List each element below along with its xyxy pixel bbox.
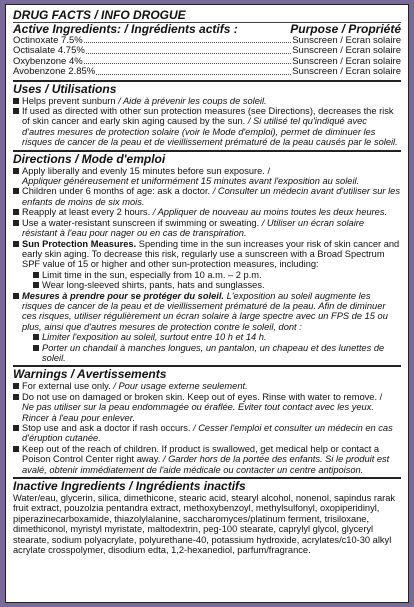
list-item: Stop use and ask a doctor if rash occurs. / Cesser l'emploi et consulter un médecin en cas d'éruption cutanée. [13,423,401,444]
bullet-icon [13,293,19,299]
bullet-icon [13,425,19,431]
active-row: Octisalate 4.75% Sunscreen / Ecran solaire [13,45,401,57]
active-row: Oxybenzone 4% Sunscreen / Ecran solaire [13,55,401,67]
list-item: Do not use on damaged or broken skin. Keep out of eyes. Rinse with water to remove. / Ne pas utiliser sur la peau endommagée ou éraflée. Eviter tout contact avec les yeux. Rincer à l'eau pour enlever. [13,392,401,423]
bullet-icon [33,334,39,340]
purpose-heading: Purpose / Propriété [290,22,401,36]
active-row: Octinoxate 7.5% Sunscreen / Ecran solaire [13,35,401,46]
warnings-heading: Warnings / Avertissements [13,367,167,382]
uses-section [13,80,401,148]
list-item: Limit time in the sun, especially from 10 a.m. – 2 p.m. [13,270,401,280]
inactive-ingredients-section [13,477,401,555]
list-item: Limiter l'exposition au soleil, surtout entre 10 h et 14 h. [13,332,401,342]
list-item: Reapply at least every 2 hours. / Appliquer de nouveau au moins toutes les deux heures. [13,207,401,217]
bullet-icon [13,209,19,215]
bullet-icon [13,383,19,389]
inactive-ingredients-heading: Inactive Ingredients / Ingrédients inactifs [13,479,246,494]
list-item: Keep out of the reach of children. If product is swallowed, get medical help or contact a Poison Control Center right away. / Garder hors de la portée des enfants. Si le produit est avalé, obtenir immédiatement de l'aide médicale ou contacter un centre antipoison. [13,444,401,475]
list-item: Use a water-resistant sunscreen if swimming or sweating. / Utiliser un écran solaire résistant à l'eau pour nager ou en cas de transpiration. [13,218,401,239]
list-item: Children under 6 months of age: ask a doctor. / Consulter un médecin avant d'utiliser sur les enfants de moins de six mois. [13,186,401,207]
bullet-icon [13,446,19,452]
list-item: Porter un chandail à manches longues, un pantalon, un chapeau et des lunettes de soleil. [13,343,401,364]
inactive-ingredients-text: Water/eau, glycerin, silica, dimethicone, stearic acid, stearyl alcohol, nonenol, sapindus rarak fruit extract, pouzolzia pentandra extract, methoxybenzoyl, methylsulfonyl, oxopiperidinyl, piperazinecarboxamide, thiazolylalanine, saccharomyces/platinum ferment, trisiloxane, dimethiconol, myristyl myristate, maltodextrin, peg-100 stearate, caprylyl glycol, glyceryl stearate, sodium polyacrylate, polyurethane-40, potassium hydroxide, acrylates/c10-30 alkyl acrylate crosspolymer, disodium edta, 1,2-hexanediol, parfum/fragrance. [13,493,396,556]
drug-facts-panel [5,4,409,603]
active-row: Avobenzone 2.85% Sunscreen / Ecran solaire [13,66,401,78]
bullet-icon [13,108,19,114]
uses-heading: Uses / Utilisations [13,81,117,96]
list-item: Helps prevent sunburn / Aide à prévenir les coups de soleil. [13,96,401,106]
drug-facts-title: DRUG FACTS / INFO DROGUE [13,8,186,22]
bullet-icon [13,220,19,226]
directions-heading: Directions / Mode d'emploi [13,151,166,166]
directions-section [13,150,401,364]
warnings-section [13,365,401,475]
list-item: Wear long-sleeved shirts, pants, hats and sunglasses. [13,280,401,290]
bullet-icon [13,394,19,400]
list-item: Sun Protection Measures. Spending time in the sun increases your risk of skin cancer and early skin aging. To decrease this risk, regularly use a sunscreen with a Broad Spectrum SPF value of 15 or higher and other sun-protection measures, including: [13,239,401,270]
bullet-icon [13,241,19,247]
bullet-icon [13,188,19,194]
active-ingredients-section [13,22,401,78]
bullet-icon [13,98,19,104]
list-item: Apply liberally and evenly 15 minutes before sun exposure. / Appliquer généreusement et uniformément 15 minutes avant l'exposition au soleil. [13,166,401,187]
bullet-icon [33,345,39,351]
list-item: If used as directed with other sun protection measures (see Directions), decreases the risk of skin cancer and early skin aging caused by the sun. / Si utilisé tel qu'indiqué avec d'autres mesures de protection solaire (voir le Mode d'emploi), permet de diminuer les risques de cancer de la peau et de vieillissement prématuré de la peau causés par le soleil. [13,106,401,148]
list-item: Mesures à prendre pour se protéger du soleil. L'exposition au soleil augmente les risques de cancer de la peau et de vieillissement prématuré de la peau. Afin de diminuer ces risques, utiliser régulièrement un écran solaire à large spectre avec un FPS de 15 ou plus, ainsi que d'autres mesures de protection contre le soleil, dont : [13,291,401,333]
active-ingredients-heading: Active Ingredients: / Ingrédients actifs : [13,22,238,36]
list-item: For external use only. / Pour usage externe seulement. [13,381,401,391]
bullet-icon [13,168,19,174]
bullet-icon [33,272,39,278]
bullet-icon [33,282,39,288]
